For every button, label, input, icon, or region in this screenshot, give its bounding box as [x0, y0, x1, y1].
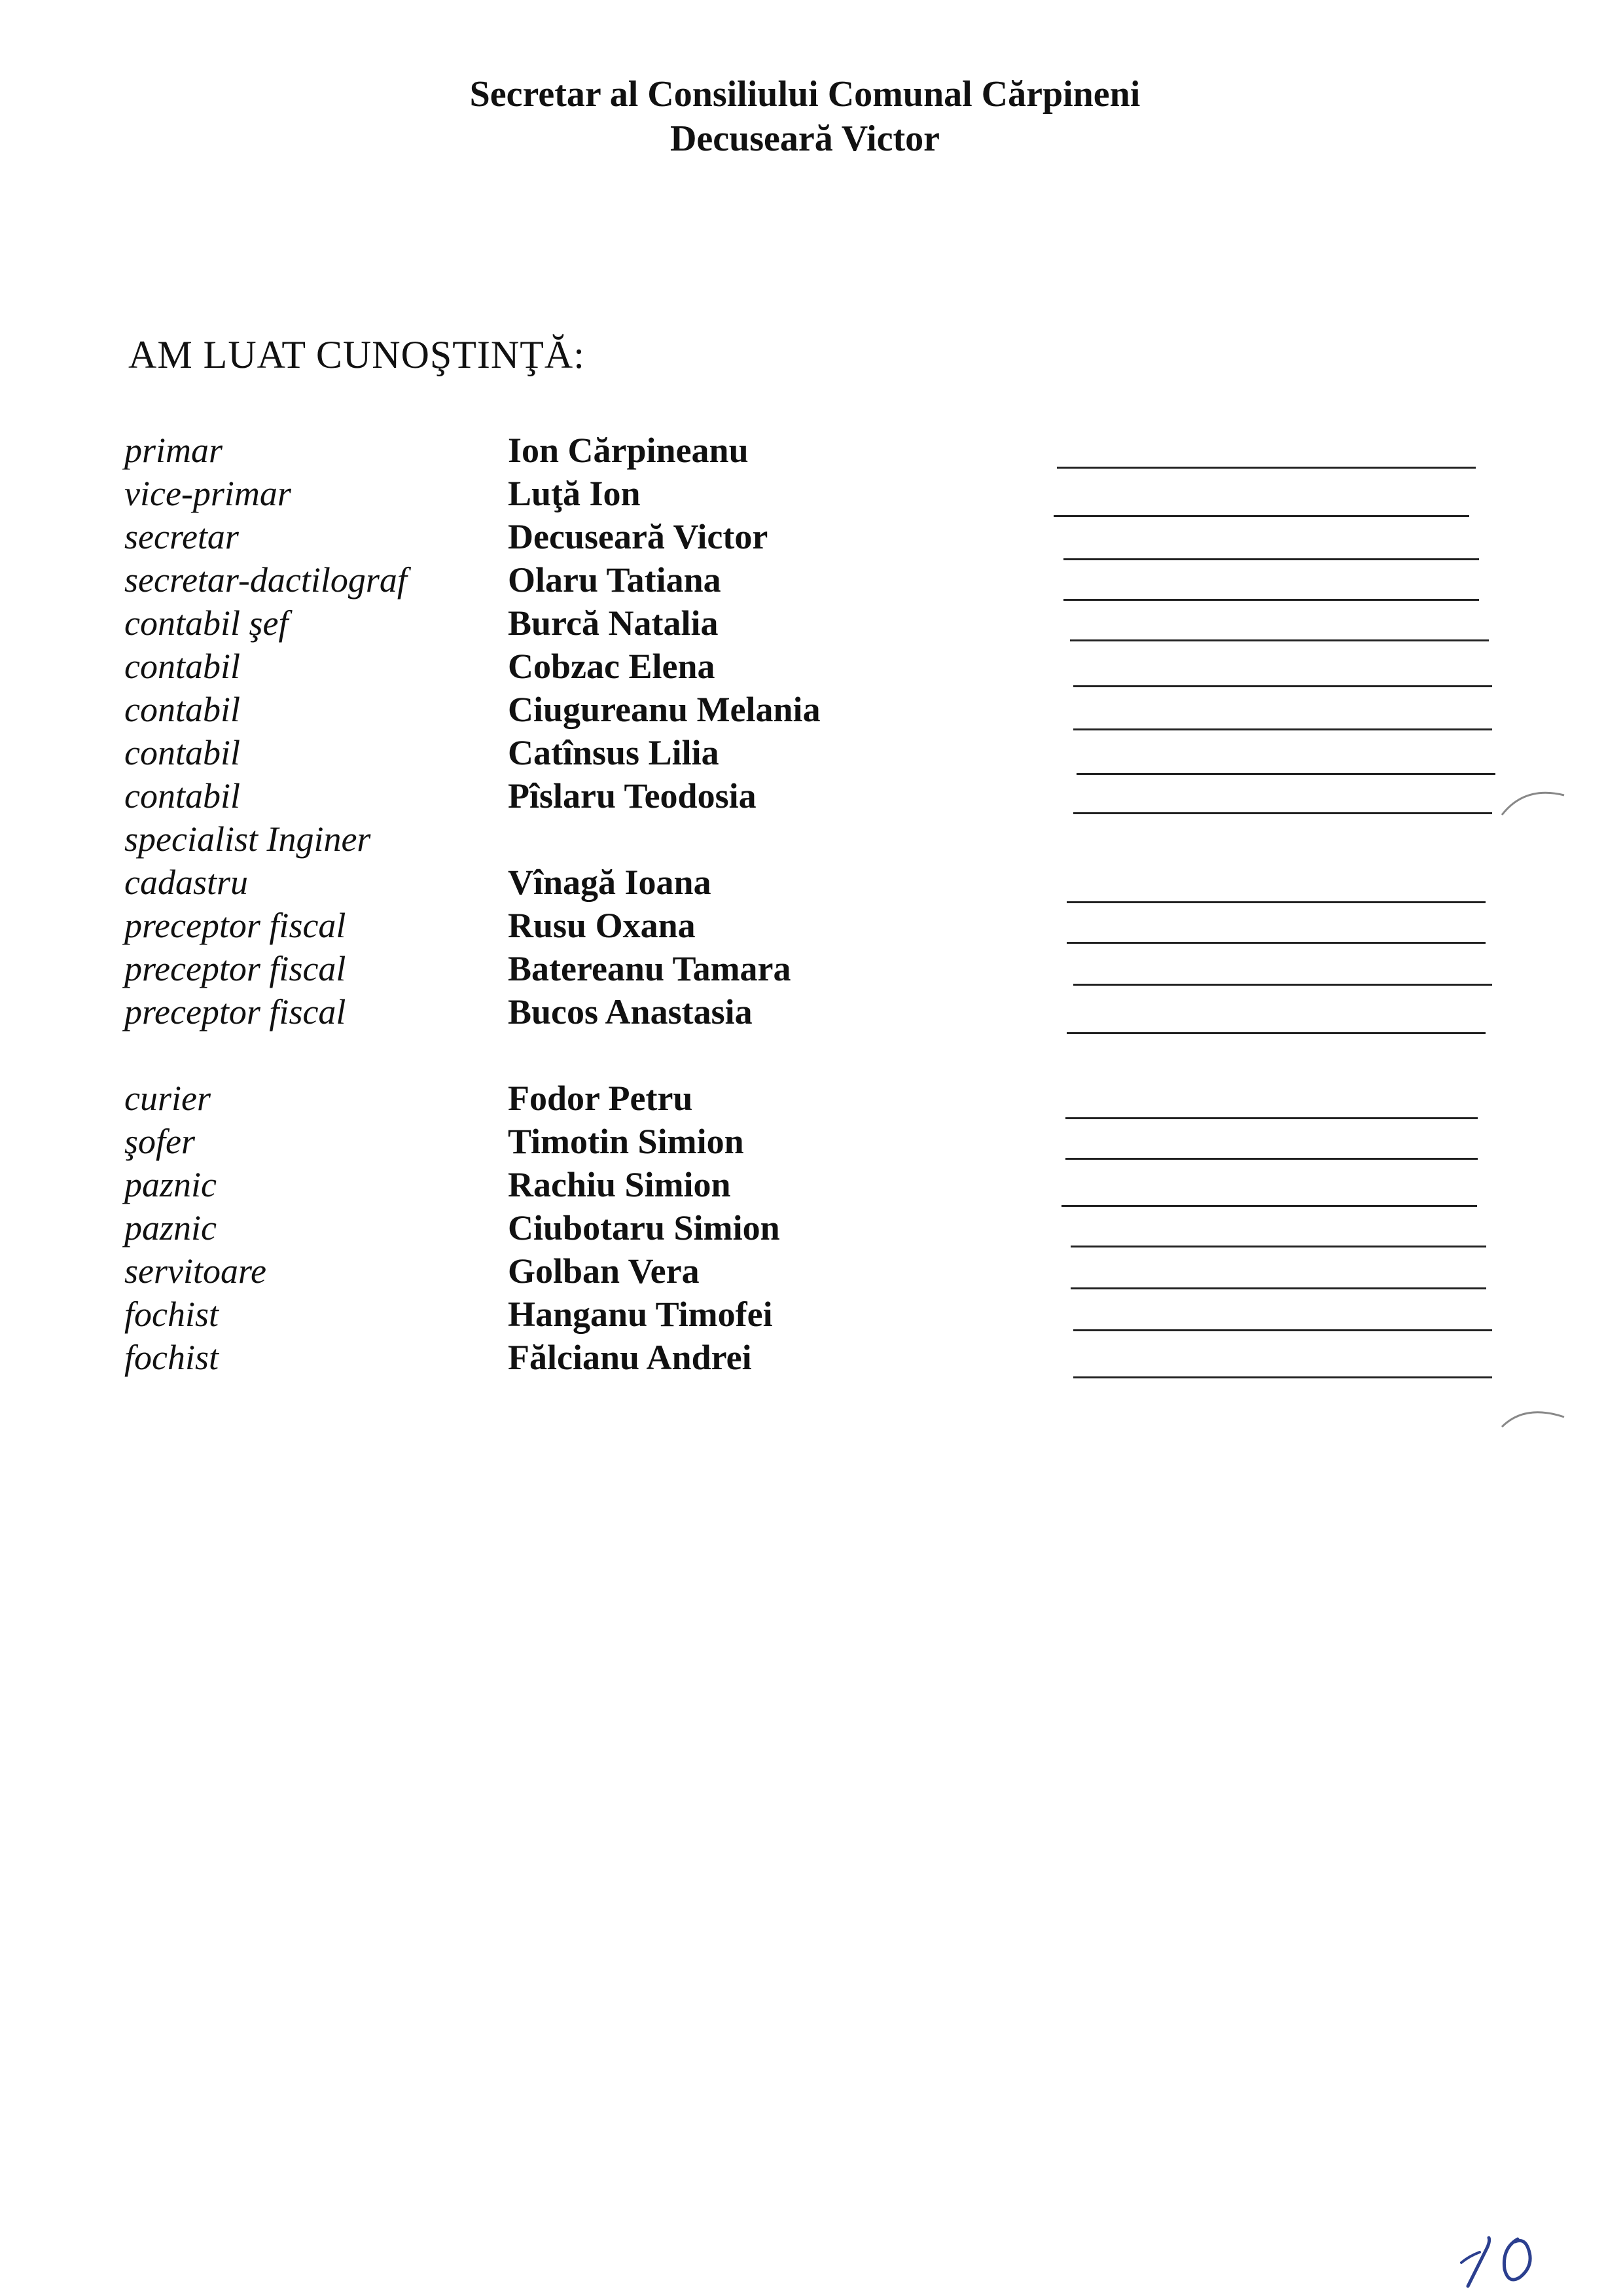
table-row: [0, 429, 1623, 472]
table-row: [0, 1336, 1623, 1379]
role-label: specialist Inginer: [124, 819, 371, 859]
signature-line: [1070, 639, 1489, 641]
employee-name: Ciugureanu Melania: [508, 690, 821, 729]
employee-name: Olaru Tatiana: [508, 560, 721, 600]
document-header: [0, 72, 1623, 161]
role-label: contabil: [124, 733, 240, 772]
role-label: contabil: [124, 690, 240, 729]
employee-name: Fălcianu Andrei: [508, 1338, 752, 1377]
employee-name: Ion Cărpineanu: [508, 431, 749, 470]
handwritten-page-number: [1450, 2222, 1567, 2294]
table-row: [0, 861, 1623, 904]
signature-line: [1071, 1246, 1486, 1247]
table-row: [0, 1293, 1623, 1336]
role-label: secretar-dactilograf: [124, 560, 407, 600]
signature-line: [1067, 942, 1486, 944]
signature-line: [1073, 984, 1492, 986]
role-label: contabil şef: [124, 603, 289, 643]
table-row: [0, 990, 1623, 1033]
employee-name: Timotin Simion: [508, 1122, 744, 1161]
table-row: [0, 688, 1623, 731]
signature-line: [1073, 1376, 1492, 1378]
employee-name: Hanganu Timofei: [508, 1295, 773, 1334]
role-label: paznic: [124, 1165, 217, 1204]
table-row: [0, 1077, 1623, 1120]
table-row: [0, 1120, 1623, 1163]
table-row: [0, 947, 1623, 990]
table-row: [0, 731, 1623, 774]
table-row: [0, 645, 1623, 688]
employee-name: Luţă Ion: [508, 474, 641, 513]
signature-line: [1065, 1158, 1478, 1160]
signature-line: [1063, 599, 1479, 601]
employee-name: Bucos Anastasia: [508, 992, 753, 1031]
employee-name: Rachiu Simion: [508, 1165, 731, 1204]
role-label: preceptor fiscal: [124, 906, 346, 945]
role-label: secretar: [124, 517, 239, 556]
employee-name: Vînagă Ioana: [508, 863, 711, 902]
header-signatory: Decuseară Victor: [669, 118, 940, 159]
table-row: [0, 1249, 1623, 1293]
signature-line: [1065, 1117, 1478, 1119]
role-label: curier: [124, 1079, 211, 1118]
acknowledgement-heading: AM LUAT CUNOŞTINŢĂ:: [128, 333, 585, 376]
role-label: fochist: [124, 1338, 219, 1377]
signature-line: [1057, 467, 1476, 469]
employee-name: Burcă Natalia: [508, 603, 719, 643]
signature-line: [1073, 728, 1492, 730]
table-row: [0, 1206, 1623, 1249]
signature-line: [1071, 1287, 1486, 1289]
role-label: preceptor fiscal: [124, 992, 346, 1031]
table-row: [0, 817, 1623, 861]
employee-name: Golban Vera: [508, 1251, 700, 1291]
table-row: [0, 515, 1623, 558]
role-label: contabil: [124, 776, 240, 816]
employee-name: Batereanu Tamara: [508, 949, 791, 988]
signature-line: [1073, 1329, 1492, 1331]
employee-name: Rusu Oxana: [508, 906, 696, 945]
header-title: Secretar al Consiliului Comunal Cărpineni: [469, 74, 1141, 115]
signature-line: [1067, 1032, 1486, 1034]
role-label: preceptor fiscal: [124, 949, 346, 988]
employee-name: Decuseară Victor: [508, 517, 768, 556]
signature-line: [1073, 685, 1492, 687]
employee-name: Fodor Petru: [508, 1079, 693, 1118]
role-label: primar: [124, 431, 223, 470]
table-row: [0, 904, 1623, 947]
table-row: [0, 1163, 1623, 1206]
signature-line: [1067, 901, 1486, 903]
employee-name: Ciubotaru Simion: [508, 1208, 780, 1247]
binder-hole-mark-icon: [1499, 1401, 1577, 1440]
binder-hole-mark-icon: [1499, 782, 1577, 821]
role-label: fochist: [124, 1295, 219, 1334]
table-row: [0, 472, 1623, 515]
employee-name: Catînsus Lilia: [508, 733, 719, 772]
signature-line: [1073, 812, 1492, 814]
role-label: paznic: [124, 1208, 217, 1247]
role-label: servitoare: [124, 1251, 266, 1291]
employee-name: Pîslaru Teodosia: [508, 776, 757, 816]
employee-name: Cobzac Elena: [508, 647, 715, 686]
role-label: vice-primar: [124, 474, 291, 513]
table-row: [0, 774, 1623, 817]
table-row: [0, 558, 1623, 601]
table-row: [0, 601, 1623, 645]
role-label: şofer: [124, 1122, 195, 1161]
role-label: cadastru: [124, 863, 248, 902]
role-label: contabil: [124, 647, 240, 686]
